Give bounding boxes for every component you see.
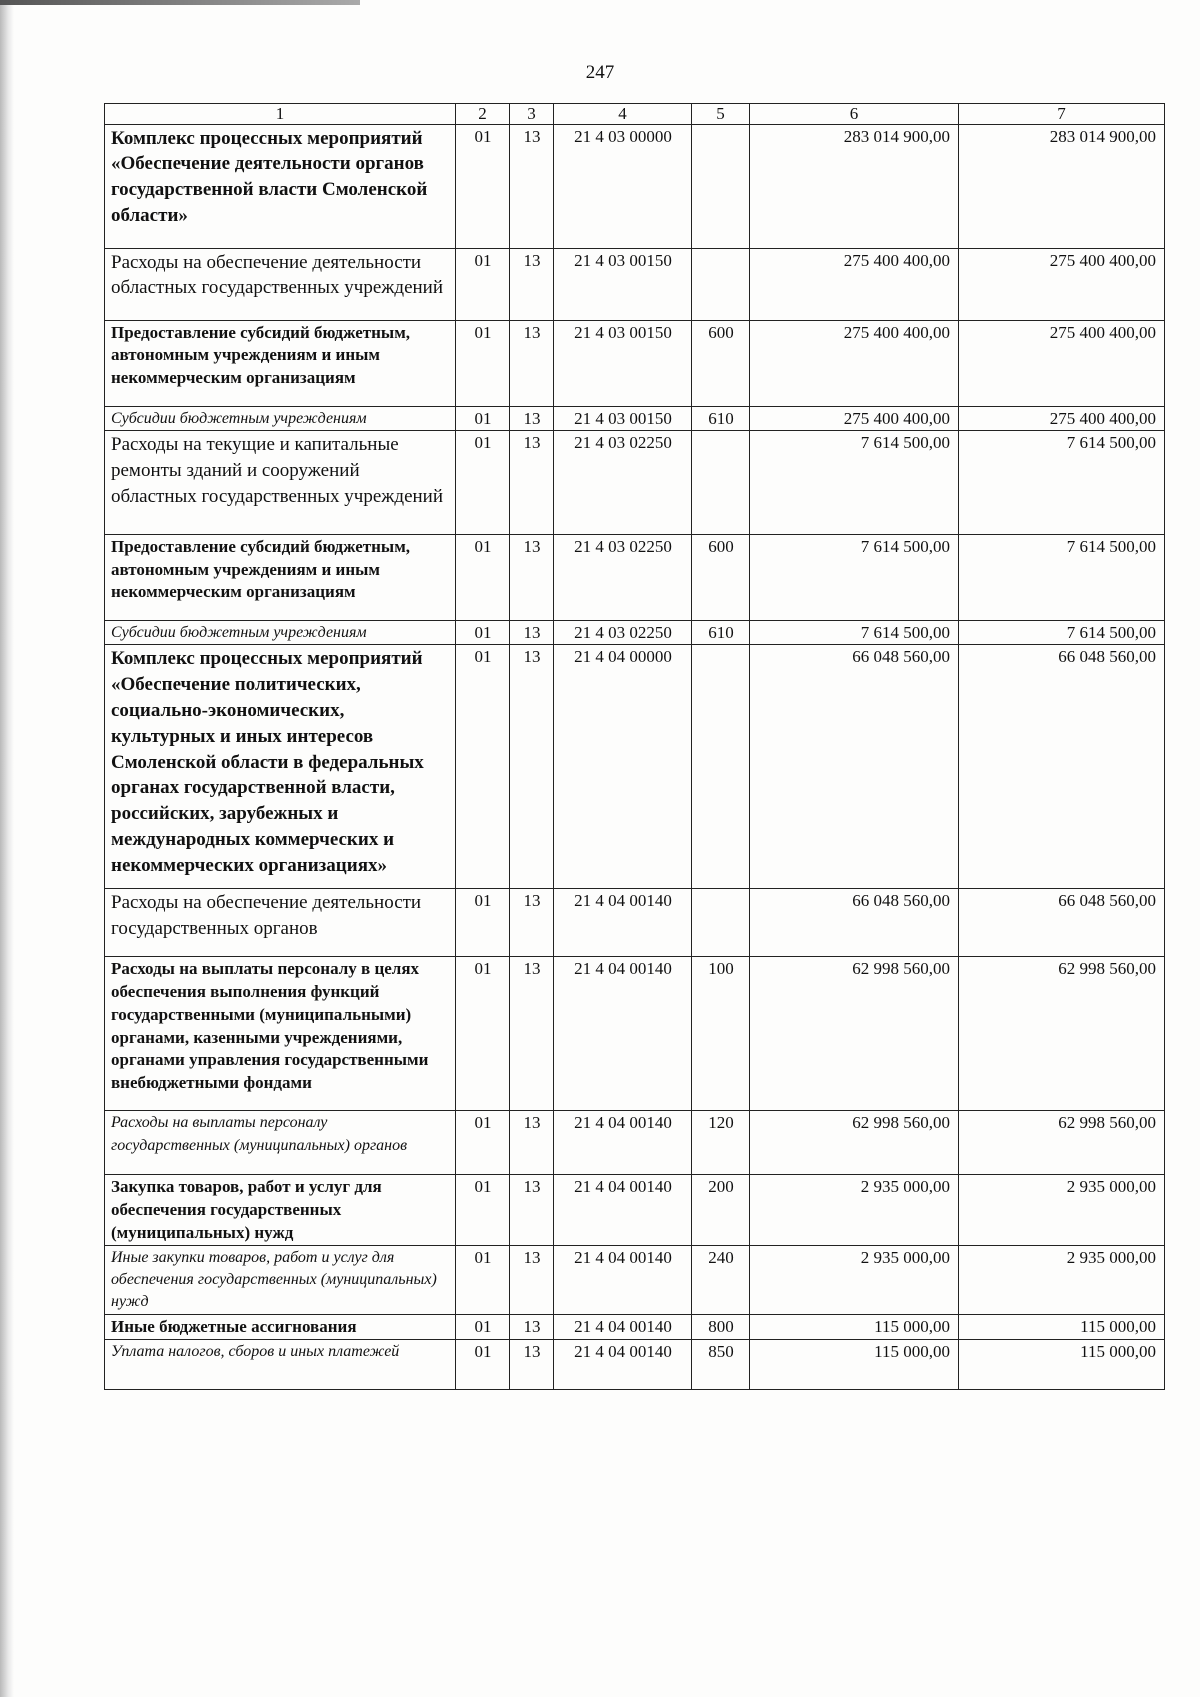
column-header: 6 [750, 104, 959, 125]
cell-amount-year1: 275 400 400,00 [750, 406, 959, 430]
cell-section: 01 [456, 430, 510, 534]
column-header: 7 [959, 104, 1165, 125]
table-row [105, 430, 1165, 534]
cell-expense-type: 120 [692, 1111, 750, 1175]
cell-subsection: 13 [510, 1245, 554, 1314]
cell-section: 01 [456, 320, 510, 406]
cell-expense-type: 600 [692, 320, 750, 406]
cell-section: 01 [456, 534, 510, 620]
cell-name: Расходы на выплаты персоналу в целях обеспечения выполнения функций государственными (муниципальными) органами, казенными учреждениями, органами управления государственными внебюджетными фондами [105, 957, 456, 1111]
cell-name: Субсидии бюджетным учреждениям [105, 620, 456, 644]
cell-expense-type: 800 [692, 1314, 750, 1339]
cell-section: 01 [456, 1314, 510, 1339]
budget-table [104, 103, 1165, 1390]
cell-subsection: 13 [510, 248, 554, 320]
cell-target-code: 21 4 04 00140 [554, 1339, 692, 1389]
cell-name: Расходы на обеспечение деятельности государственных органов [105, 889, 456, 957]
cell-target-code: 21 4 04 00140 [554, 1111, 692, 1175]
cell-amount-year1: 275 400 400,00 [750, 320, 959, 406]
table-row [105, 406, 1165, 430]
cell-subsection: 13 [510, 534, 554, 620]
cell-amount-year2: 7 614 500,00 [959, 620, 1165, 644]
cell-amount-year1: 62 998 560,00 [750, 1111, 959, 1175]
cell-subsection: 13 [510, 1111, 554, 1175]
cell-name: Иные бюджетные ассигнования [105, 1314, 456, 1339]
table-row [105, 534, 1165, 620]
cell-amount-year2: 275 400 400,00 [959, 320, 1165, 406]
cell-target-code: 21 4 03 00150 [554, 320, 692, 406]
cell-name: Расходы на текущие и капитальные ремонты зданий и сооружений областных государственных учреждений [105, 430, 456, 534]
table-row [105, 1245, 1165, 1314]
cell-section: 01 [456, 406, 510, 430]
column-header: 2 [456, 104, 510, 125]
cell-subsection: 13 [510, 620, 554, 644]
cell-amount-year2: 7 614 500,00 [959, 430, 1165, 534]
cell-amount-year2: 275 400 400,00 [959, 406, 1165, 430]
cell-target-code: 21 4 03 00150 [554, 248, 692, 320]
cell-amount-year2: 62 998 560,00 [959, 1111, 1165, 1175]
cell-subsection: 13 [510, 957, 554, 1111]
cell-target-code: 21 4 03 02250 [554, 620, 692, 644]
cell-target-code: 21 4 04 00140 [554, 957, 692, 1111]
cell-section: 01 [456, 645, 510, 889]
cell-target-code: 21 4 03 02250 [554, 534, 692, 620]
cell-expense-type: 100 [692, 957, 750, 1111]
cell-target-code: 21 4 04 00140 [554, 1314, 692, 1339]
scan-edge-shadow [0, 0, 14, 1697]
page-number: 247 [585, 62, 615, 83]
table-row [105, 1314, 1165, 1339]
cell-amount-year2: 115 000,00 [959, 1314, 1165, 1339]
cell-section: 01 [456, 1175, 510, 1245]
cell-expense-type: 600 [692, 534, 750, 620]
cell-name: Иные закупки товаров, работ и услуг для обеспечения государственных (муниципальных) нужд [105, 1245, 456, 1314]
cell-target-code: 21 4 03 00000 [554, 124, 692, 248]
cell-section: 01 [456, 620, 510, 644]
cell-amount-year2: 7 614 500,00 [959, 534, 1165, 620]
table-row [105, 1175, 1165, 1245]
cell-subsection: 13 [510, 645, 554, 889]
column-header: 1 [105, 104, 456, 125]
cell-amount-year2: 283 014 900,00 [959, 124, 1165, 248]
scan-top-bar [0, 0, 360, 5]
cell-name: Расходы на выплаты персоналу государственных (муниципальных) органов [105, 1111, 456, 1175]
cell-section: 01 [456, 248, 510, 320]
cell-subsection: 13 [510, 430, 554, 534]
table-header-row [105, 104, 1165, 125]
cell-amount-year1: 115 000,00 [750, 1314, 959, 1339]
cell-amount-year2: 2 935 000,00 [959, 1175, 1165, 1245]
cell-amount-year2: 275 400 400,00 [959, 248, 1165, 320]
cell-name: Комплекс процессных мероприятий «Обеспечение политических, социально-экономических, культурных и иных интересов Смоленской области в федеральных органах государственной власти, российских, зарубежных и международных коммерческих и некоммерческих организациях» [105, 645, 456, 889]
cell-name: Предоставление субсидий бюджетным, автономным учреждениям и иным некоммерческим организациям [105, 320, 456, 406]
cell-section: 01 [456, 957, 510, 1111]
cell-expense-type [692, 430, 750, 534]
cell-expense-type [692, 124, 750, 248]
cell-amount-year1: 7 614 500,00 [750, 534, 959, 620]
cell-expense-type: 200 [692, 1175, 750, 1245]
cell-expense-type [692, 645, 750, 889]
cell-amount-year1: 7 614 500,00 [750, 620, 959, 644]
cell-amount-year1: 2 935 000,00 [750, 1245, 959, 1314]
cell-amount-year1: 66 048 560,00 [750, 645, 959, 889]
cell-name: Субсидии бюджетным учреждениям [105, 406, 456, 430]
cell-amount-year2: 2 935 000,00 [959, 1245, 1165, 1314]
cell-expense-type: 610 [692, 620, 750, 644]
cell-section: 01 [456, 1111, 510, 1175]
column-header: 3 [510, 104, 554, 125]
cell-section: 01 [456, 1245, 510, 1314]
cell-expense-type: 240 [692, 1245, 750, 1314]
cell-section: 01 [456, 1339, 510, 1389]
cell-name: Закупка товаров, работ и услуг для обеспечения государственных (муниципальных) нужд [105, 1175, 456, 1245]
table-row [105, 889, 1165, 957]
cell-amount-year1: 62 998 560,00 [750, 957, 959, 1111]
cell-amount-year1: 275 400 400,00 [750, 248, 959, 320]
cell-section: 01 [456, 889, 510, 957]
cell-target-code: 21 4 03 02250 [554, 430, 692, 534]
cell-target-code: 21 4 04 00140 [554, 889, 692, 957]
cell-amount-year1: 7 614 500,00 [750, 430, 959, 534]
cell-amount-year1: 2 935 000,00 [750, 1175, 959, 1245]
cell-amount-year2: 115 000,00 [959, 1339, 1165, 1389]
cell-subsection: 13 [510, 320, 554, 406]
cell-target-code: 21 4 04 00000 [554, 645, 692, 889]
cell-subsection: 13 [510, 1314, 554, 1339]
cell-name: Уплата налогов, сборов и иных платежей [105, 1339, 456, 1389]
cell-subsection: 13 [510, 889, 554, 957]
cell-target-code: 21 4 04 00140 [554, 1175, 692, 1245]
cell-expense-type: 850 [692, 1339, 750, 1389]
table-row [105, 1339, 1165, 1389]
table-row [105, 620, 1165, 644]
cell-section: 01 [456, 124, 510, 248]
cell-amount-year2: 62 998 560,00 [959, 957, 1165, 1111]
table-row [105, 124, 1165, 248]
table-body [105, 124, 1165, 1389]
cell-target-code: 21 4 03 00150 [554, 406, 692, 430]
cell-name: Комплекс процессных мероприятий «Обеспечение деятельности органов государственной власти Смоленской области» [105, 124, 456, 248]
cell-amount-year1: 283 014 900,00 [750, 124, 959, 248]
table-row [105, 1111, 1165, 1175]
cell-name: Расходы на обеспечение деятельности областных государственных учреждений [105, 248, 456, 320]
cell-target-code: 21 4 04 00140 [554, 1245, 692, 1314]
cell-expense-type: 610 [692, 406, 750, 430]
table-row [105, 957, 1165, 1111]
cell-name: Предоставление субсидий бюджетным, автономным учреждениям и иным некоммерческим организациям [105, 534, 456, 620]
cell-subsection: 13 [510, 1339, 554, 1389]
cell-amount-year2: 66 048 560,00 [959, 889, 1165, 957]
cell-amount-year2: 66 048 560,00 [959, 645, 1165, 889]
cell-expense-type [692, 248, 750, 320]
cell-subsection: 13 [510, 406, 554, 430]
column-header: 4 [554, 104, 692, 125]
cell-expense-type [692, 889, 750, 957]
table-row [105, 248, 1165, 320]
cell-subsection: 13 [510, 1175, 554, 1245]
column-header: 5 [692, 104, 750, 125]
cell-amount-year1: 66 048 560,00 [750, 889, 959, 957]
cell-subsection: 13 [510, 124, 554, 248]
table-row [105, 645, 1165, 889]
table-row [105, 320, 1165, 406]
cell-amount-year1: 115 000,00 [750, 1339, 959, 1389]
